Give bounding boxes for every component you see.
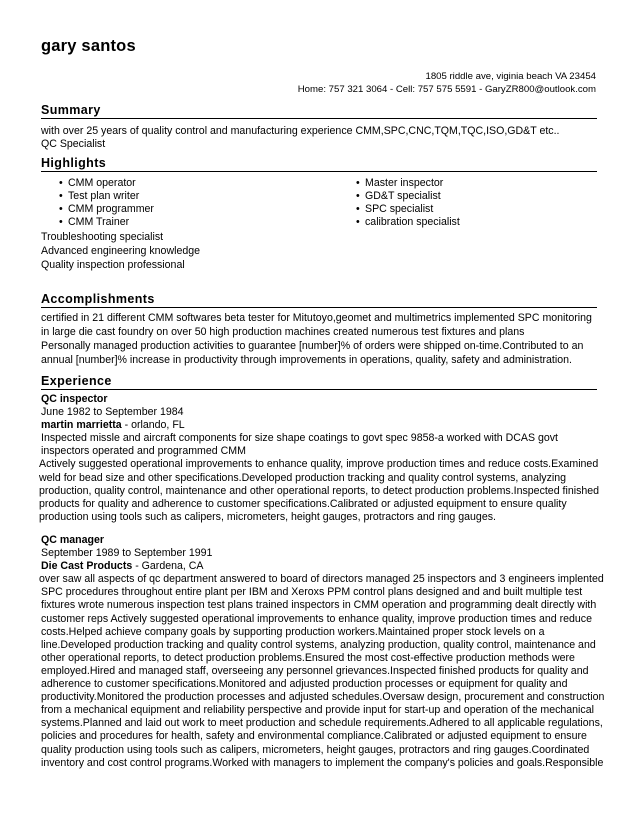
list-item — [338, 216, 460, 229]
summary-section — [41, 103, 597, 151]
job-description-line: productivity.Monitored the production processes and adjusted schedules.Oversaw design, procurement and construction — [41, 691, 605, 704]
company-name: Die Cast Products — [41, 560, 133, 573]
job-description-line: SPC procedures throughout entire plant per IBM and Xeroxs PPM control plans designed and and built multiple test — [41, 586, 583, 599]
job-entry — [39, 534, 605, 770]
candidate-name: gary santos — [41, 37, 136, 55]
accomplishment-line: annual [number]% increase in productivity through improvements in operations, quality, safety and administration. — [41, 354, 572, 367]
bullet-icon: • — [59, 190, 63, 203]
bullet-icon: • — [356, 203, 360, 216]
bullet-icon: • — [356, 216, 360, 229]
list-item-label: Test plan writer — [68, 190, 140, 203]
job-description-line: employed.Hired and managed staff, overseeing any personnel grievances.Inspected finished products for quality and — [41, 664, 589, 677]
job-description-line: inspectors operated and programmed CMM — [41, 445, 246, 458]
summary-line: QC Specialist — [41, 138, 106, 151]
highlights-heading: Highlights — [41, 156, 107, 170]
job-employer — [41, 560, 601, 573]
job-description-line: inventory and cost control programs.Worked with managers to implement the company's policies and goals.Responsible — [41, 756, 604, 769]
bullet-icon: • — [356, 177, 360, 189]
list-item-label: SPC specialist — [365, 203, 434, 216]
job-description-line: over saw all aspects of qc department answered to board of directors managed 25 inspectors and 3 engineers implented — [39, 573, 604, 586]
list-item — [338, 177, 460, 190]
accomplishments-divider — [41, 307, 597, 308]
highlights-left-list — [41, 177, 154, 229]
accomplishments-section — [41, 292, 597, 367]
list-item-label: CMM operator — [68, 177, 136, 189]
highlights-extra-line: Quality inspection professional — [41, 259, 185, 271]
address-line: 1805 riddle ave, viginia beach VA 23454 — [425, 71, 596, 82]
job-location: - Gardena, CA — [132, 560, 204, 573]
job-description-line: Actively suggested operational improvements to enhance quality, improve production times and reduce costs.Examined — [39, 458, 599, 471]
job-title: QC inspector — [41, 393, 108, 405]
highlights-section — [41, 156, 597, 172]
job-description-line: production, quality control, maintenance and other operational reports, to detect production problems.Inspected finished — [39, 484, 600, 497]
highlights-extra-line: Advanced engineering knowledge — [41, 245, 201, 257]
highlights-right-list — [338, 177, 460, 229]
list-item-label: GD&T specialist — [365, 190, 441, 203]
job-description-line: customer reps Actively suggested operational improvements to enhance quality, improve production times and reduce — [41, 612, 592, 625]
list-item — [338, 190, 460, 203]
experience-divider — [41, 389, 597, 390]
job-description-line: line.Developed production tracking and quality control systems, analyzing production, quality control, maintenance and — [41, 638, 596, 651]
list-item-label: Master inspector — [365, 177, 444, 189]
accomplishment-line: certified in 21 different CMM softwares beta tester for Mitutoyo,geomet and multimetrics implemented SPC monitoring — [41, 312, 592, 324]
list-item — [41, 203, 154, 216]
job-description-line: production using tools such as calipers, micrometers, height gauges, protractors and ring gauges. — [39, 510, 496, 523]
company-name: martin marrietta — [41, 419, 122, 432]
list-item-label: CMM Trainer — [68, 216, 130, 229]
job-title: QC manager — [41, 534, 104, 546]
accomplishments-heading: Accomplishments — [41, 292, 155, 306]
bullet-icon: • — [59, 203, 63, 216]
bullet-icon: • — [59, 216, 63, 229]
job-description-line: Inspected missle and aircraft components for size shape coatings to govt spec 9858-a worked with DCAS govt — [41, 432, 559, 445]
job-location: - orlando, FL — [121, 419, 185, 432]
job-description-line: other operational reports, to detect production problems.Ensured the most cost-effective production methods were — [41, 651, 575, 664]
bullet-icon: • — [59, 177, 63, 189]
job-description-line: products for quality and adherence to customer specifications.Calibrated or adjusted equipment to ensure quality — [39, 497, 567, 510]
job-employer — [41, 419, 601, 432]
summary-heading: Summary — [41, 103, 101, 117]
job-description-line: systems.Planned and laid out work to meet production and schedule requirements.Adhered to all applicable regulations, — [41, 717, 603, 730]
job-entry — [41, 393, 601, 524]
job-description-line: policies and procedures for health, safety and environmental compliance.Calibrated or adjusted equipment to ensure — [41, 730, 587, 743]
job-description-line: quality production using tools such as calipers, micrometers, height gauges, protractors and ring gauges.Coordinated — [41, 743, 590, 756]
job-description-line: fixtures wrote numerous inspection test plans trained inspectors in CMM operation and programming dealt directly with — [41, 599, 597, 612]
accomplishment-line: Personally managed production activities to guarantee [number]% of orders were shipped on-time.Contributed to an — [41, 340, 584, 353]
job-description-line: costs.Helped achieve company goals by supporting production workers.Maintained proper stock levels on a — [41, 625, 545, 638]
list-item — [338, 203, 460, 216]
list-item — [41, 190, 154, 203]
experience-section — [41, 374, 597, 390]
accomplishment-line: in large die cast foundry on over 50 high production machines created numerous test fixtures and plans — [41, 326, 525, 339]
job-description-line: adherence to customer specifications.Monitored and adjusted production processes or equipment for quality and — [41, 678, 568, 691]
bullet-icon: • — [356, 190, 360, 203]
contact-line: Home: 757 321 3064 - Cell: 757 575 5591 - GaryZR800@outlook.com — [297, 84, 596, 95]
highlights-extra-line: Troubleshooting specialist — [41, 231, 164, 243]
highlights-divider — [41, 171, 597, 172]
job-description-line: from a mechanical equipment and reliability perspective and provide input for start-up and operation of the mechanical — [41, 704, 594, 717]
job-dates: June 1982 to September 1984 — [41, 406, 184, 419]
summary-line: with over 25 years of quality control and manufacturing experience CMM,SPC,CNC,TQM,TQC,ISO,GD&T etc.. — [41, 125, 560, 137]
job-description-line: weld for bead size and other specifications.Developed production tracking and quality control systems, analyzing — [39, 471, 567, 484]
list-item-label: CMM programmer — [68, 203, 154, 216]
job-dates: September 1989 to September 1991 — [41, 547, 213, 560]
summary-divider — [41, 118, 597, 119]
experience-heading: Experience — [41, 374, 112, 388]
list-item-label: calibration specialist — [365, 216, 460, 229]
list-item — [41, 216, 154, 229]
list-item — [41, 177, 154, 190]
